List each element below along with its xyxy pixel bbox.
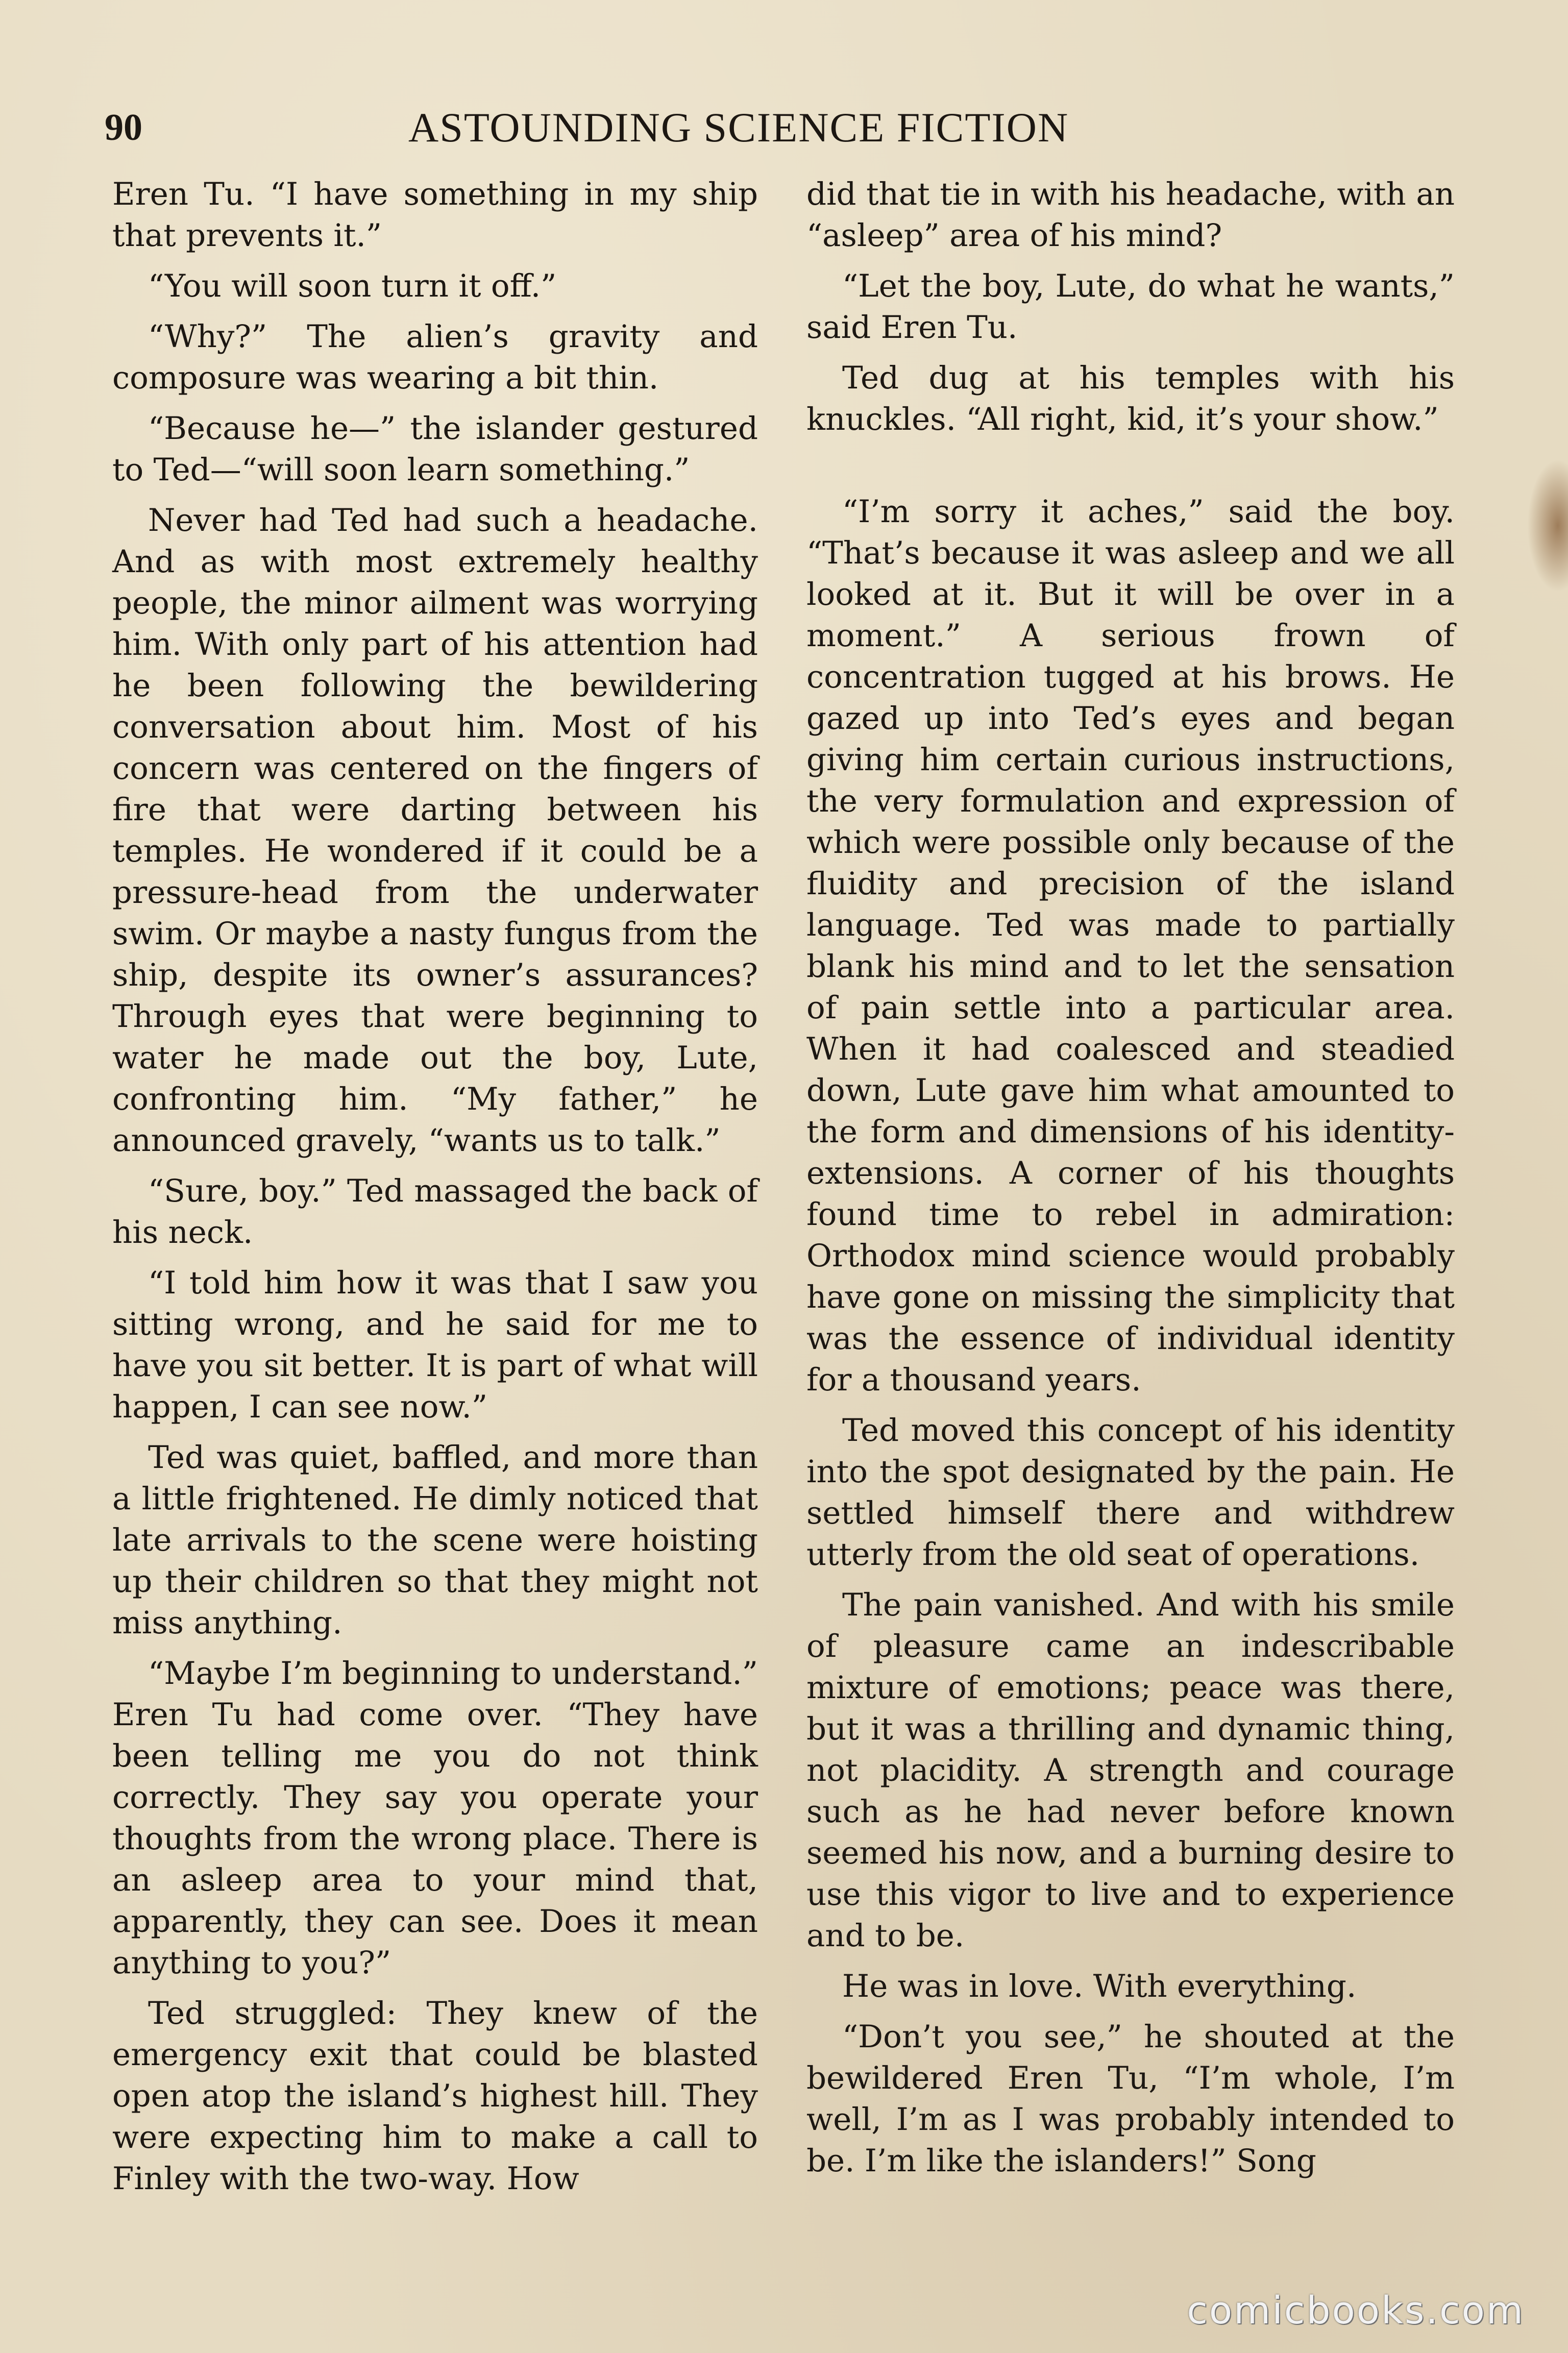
page-header (105, 100, 1457, 156)
paragraph: “Let the boy, Lute, do what he wants,” said Eren Tu. (806, 268, 1455, 346)
paragraph: “Don’t you see,” he shouted at the bewildered Eren Tu, “I’m whole, I’m well, I’m as I was probably intended to be. I’m like the islanders!” Song (806, 2019, 1455, 2179)
page-number: 90 (105, 107, 142, 149)
running-head-title: ASTOUNDING SCIENCE FICTION (408, 104, 1069, 151)
page-stain (1527, 459, 1568, 592)
paragraph: “Why?” The alien’s gravity and composure was wearing a bit thin. (112, 318, 758, 396)
paragraph: “I’m sorry it aches,” said the boy. “That’s because it was asleep and we all looked at it. But it will be over in a moment.” A serious frown of concentration tugged at his brows. He gazed up into Ted’s eyes and began giving him certain curious instructions, the very formulation and expression of which were possible only because of the fluidity and precision of the island language. Ted was made to partially blank his mind and to let the sensation of pain settle into a particular area. When it had coalesced and steadied down, Lute gave him what amounted to the form and dimensions of his identity-extensions. A corner of his thoughts found time to rebel in admiration: Orthodox mind science would probably have gone on missing the simplicity that was the essence of individual identity for a thousand years. (806, 494, 1455, 1398)
paragraph: did that tie in with his headache, with an “asleep” area of his mind? (806, 176, 1455, 254)
paragraph: Ted struggled: They knew of the emergency exit that could be blasted open atop the island’s highest hill. They were expecting him to make a call to Finley with the two-way. How (112, 1995, 758, 2197)
paragraph: “Maybe I’m beginning to understand.” Eren Tu had come over. “They have been telling me you do not think correctly. They say you operate your thoughts from the wrong place. There is an asleep area to your mind that, apparently, they can see. Does it mean anything to you?” (112, 1655, 758, 1981)
paragraph: Ted was quiet, baffled, and more than a little frightened. He dimly noticed that late arrivals to the scene were hoisting up their children so that they might not miss anything. (112, 1439, 758, 1641)
paragraph: The pain vanished. And with his smile of pleasure came an indescribable mixture of emotions; peace was there, but it was a thrilling and dynamic thing, not placidity. A strength and courage such as he had never before known seemed his now, and a burning desire to use this vigor to live and to experience and to be. (806, 1587, 1455, 1954)
paragraph: Eren Tu. “I have something in my ship that prevents it.” (112, 176, 758, 254)
paragraph: “I told him how it was that I saw you sitting wrong, and he said for me to have you sit better. It is part of what will happen, I can see now.” (112, 1265, 758, 1425)
paragraph: Ted dug at his temples with his knuckles. “All right, kid, it’s your show.” (806, 360, 1455, 437)
paragraph: Never had Ted had such a headache. And as with most extremely healthy people, the minor ailment was worrying him. With only part of his attention had he been following the bewildering conversation about him. Most of his concern was centered on the fingers of fire that were darting between his temples. He wondered if it could be a pressure-head from the underwater swim. Or maybe a nasty fungus from the ship, despite its owner’s assurances? Through eyes that were beginning to water he made out the boy, Lute, confronting him. “My father,” he announced gravely, “wants us to talk.” (112, 502, 758, 1159)
site-watermark: comicbooks.com (1187, 2289, 1525, 2333)
paragraph: “You will soon turn it off.” (148, 268, 557, 304)
paragraph: “Sure, boy.” Ted massaged the back of his neck. (112, 1173, 758, 1251)
paragraph: “Because he—” the islander gestured to Ted—“will soon learn something.” (112, 410, 758, 488)
right-column (806, 174, 1455, 2191)
left-column (112, 174, 758, 2209)
paragraph: Ted moved this concept of his identity into the spot designated by the pain. He settled himself there and withdrew utterly from the old seat of operations. (806, 1412, 1455, 1573)
paragraph: He was in love. With everything. (842, 1968, 1357, 2004)
